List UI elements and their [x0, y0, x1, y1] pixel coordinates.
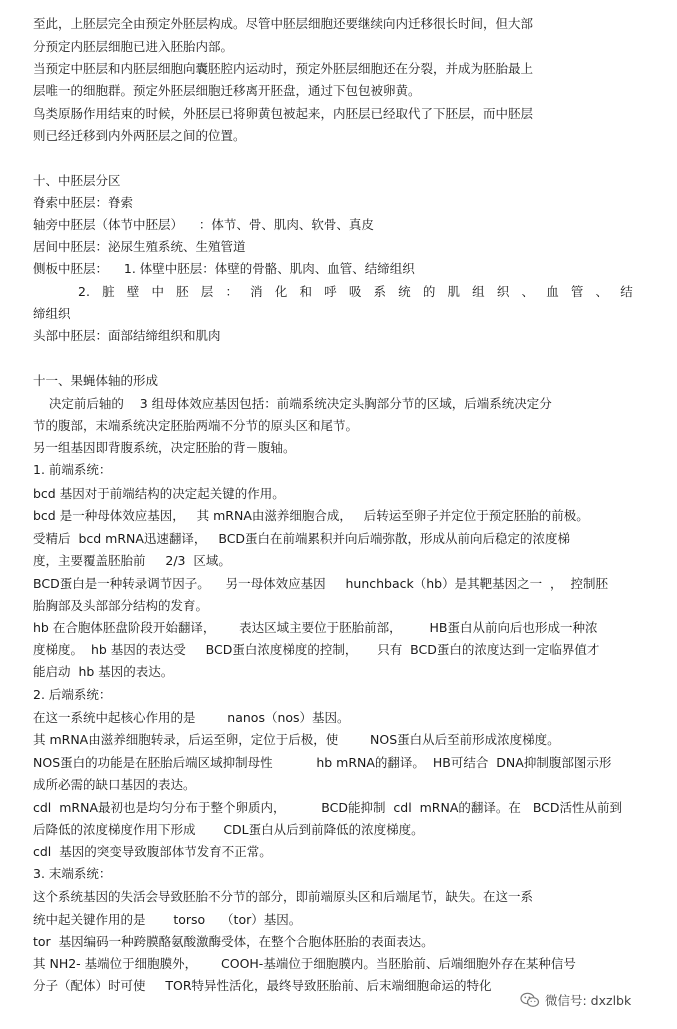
subsection-heading: 1. 前端系统：	[33, 462, 112, 477]
text-line: hb 在合胞体胚盘阶段开始翻译， 表达区域主要位于胚胎前部， HB蛋白从前向后也形成一种浓	[33, 620, 598, 635]
text-line: 轴旁中胚层（体节中胚层） ：体节、骨、肌肉、软骨、真皮	[33, 217, 374, 232]
word: 织	[496, 284, 510, 299]
word: 胚	[176, 284, 189, 299]
text-line: 这个系统基因的失活会导致胚胎不分节的部分，即前端原头区和后端尾节，缺失。在这一系	[33, 889, 534, 904]
watermark-text: 微信号: dxzlbk	[545, 993, 632, 1008]
text-line: 决定前后轴的 3 组母体效应基因包括：前端系统决定头胸部分节的区域，后端系统决定分	[33, 396, 552, 411]
text-line: 分预定内胚层细胞已进入胚胎内部。	[33, 39, 234, 54]
word: 中	[151, 284, 164, 299]
text-line: 则已经迁移到内外两胚层之间的位置。	[33, 128, 246, 143]
text-line: 其 mRNA由滋养细胞转录，后运至卵，定位于后极，使 NOS蛋白从后至前形成浓度梯度。	[33, 732, 560, 747]
subsection-heading: 3. 末端系统：	[33, 866, 112, 881]
word: 统	[398, 284, 411, 299]
word: 系	[373, 284, 386, 299]
text-line: tor 基因编码一种跨膜酪氨酸激酶受体，在整个合胞体胚胎的表面表达。	[33, 934, 434, 949]
word: ：	[225, 284, 238, 299]
text-line: BCD蛋白是一种转录调节因子。 另一母体效应基因 hunchback（hb）是其靶基因之一 ， 控制胚	[33, 576, 608, 591]
text-line: 其 NH2- 基端位于细胞膜外， COOH-基端位于细胞膜内。当胚胎前、后端细胞外存在某种信号	[33, 956, 576, 971]
word: 管	[570, 284, 584, 299]
word: 化	[274, 284, 288, 299]
word: 、	[521, 284, 535, 299]
text-line: 能启动 hb 基因的表达。	[33, 664, 174, 679]
text-line: 节的腹部，末端系统决定胚胎两端不分节的原头区和尾节。	[33, 418, 359, 433]
word: 吸	[348, 284, 362, 299]
word: 的	[422, 284, 436, 299]
justified-line	[78, 282, 633, 302]
text-line: 当预定中胚层和内胚层细胞向囊胚腔内运动时，预定外胚层细胞还在分裂，并成为胚胎最上	[33, 61, 534, 76]
wechat-watermark	[520, 990, 631, 1010]
text-line: cdl mRNA最初也是均匀分布于整个卵质内， BCD能抑制 cdl mRNA的翻译。在 BCD活性从前到	[33, 800, 623, 815]
text-line: 胎胸部及头部部分结构的发育。	[33, 598, 209, 613]
word: 消	[250, 284, 263, 299]
text-line: 头部中胚层：面部结缔组织和肌肉	[33, 328, 221, 343]
text-line: 层唯一的细胞群。预定外胚层细胞迁移离开胚盘，通过下包包被卵黄。	[33, 83, 421, 98]
word: 呼	[324, 284, 337, 299]
word: 结	[620, 284, 633, 299]
text-line: NOS蛋白的功能是在胚胎后端区域抑制母性 hb mRNA的翻译。 HB可结合 DNA抑制腹部图示形	[33, 755, 612, 770]
text-line: 分子（配体）时可使 TOR特异性活化，最终导致胚胎前、后末端细胞命运的特化	[33, 978, 492, 993]
section-heading: 十一、果蝇体轴的形成	[33, 373, 159, 388]
text-line: 缔组织	[33, 306, 71, 321]
text-line: bcd 是一种母体效应基因， 其 mRNA由滋养细胞合成， 后转运至卵子并定位于预定胚胎的前极。	[33, 508, 589, 523]
text-line: 度，主要覆盖胚胎前 2/3 区域。	[33, 553, 231, 568]
text-line: 鸟类原肠作用结束的时候，外胚层已将卵黄包被起来，内胚层已经取代了下胚层，而中胚层	[33, 106, 534, 121]
text-line: 后降低的浓度梯度作用下形成 CDL蛋白从后到前降低的浓度梯度。	[33, 822, 424, 837]
text-line: bcd 基因对于前端结构的决定起关键的作用。	[33, 486, 285, 501]
word: 组	[472, 284, 485, 299]
text-line: 脊索中胚层：脊索	[33, 195, 134, 210]
word: 2.	[78, 284, 90, 299]
text-line: 至此，上胚层完全由预定外胚层构成。尽管中胚层细胞还要继续向内迁移很长时间，但大部	[33, 16, 534, 31]
text-line: 侧板中胚层： 1. 体壁中胚层：体壁的骨骼、肌肉、血管、结缔组织	[33, 261, 415, 276]
word: 、	[595, 284, 609, 299]
word: 壁	[126, 284, 140, 299]
text-line: cdl 基因的突变导致腹部体节发育不正常。	[33, 844, 272, 859]
text-line: 成所必需的缺口基因的表达。	[33, 777, 196, 792]
text-line: 受精后 bcd mRNA迅速翻译， BCD蛋白在前端累积并向后端弥散，形成从前向后稳定的浓度梯	[33, 531, 571, 546]
text-line: 在这一系统中起核心作用的是 nanos（nos）基因。	[33, 710, 350, 725]
word: 和	[299, 284, 312, 299]
word: 层	[200, 284, 214, 299]
word: 肌	[447, 284, 461, 299]
text-line: 统中起关键作用的是 torso （tor）基因。	[33, 912, 302, 927]
section-heading: 十、中胚层分区	[33, 173, 121, 188]
word: 血	[546, 284, 559, 299]
word: 脏	[102, 284, 115, 299]
subsection-heading: 2. 后端系统：	[33, 687, 112, 702]
text-line: 另一组基因即背腹系统，决定胚胎的背－腹轴。	[33, 440, 296, 455]
wechat-icon	[520, 992, 540, 1008]
text-line: 度梯度。 hb 基因的表达受 BCD蛋白浓度梯度的控制， 只有 BCD蛋白的浓度达到一定临界值才	[33, 642, 600, 657]
text-line: 居间中胚层：泌尿生殖系统、生殖管道	[33, 239, 246, 254]
